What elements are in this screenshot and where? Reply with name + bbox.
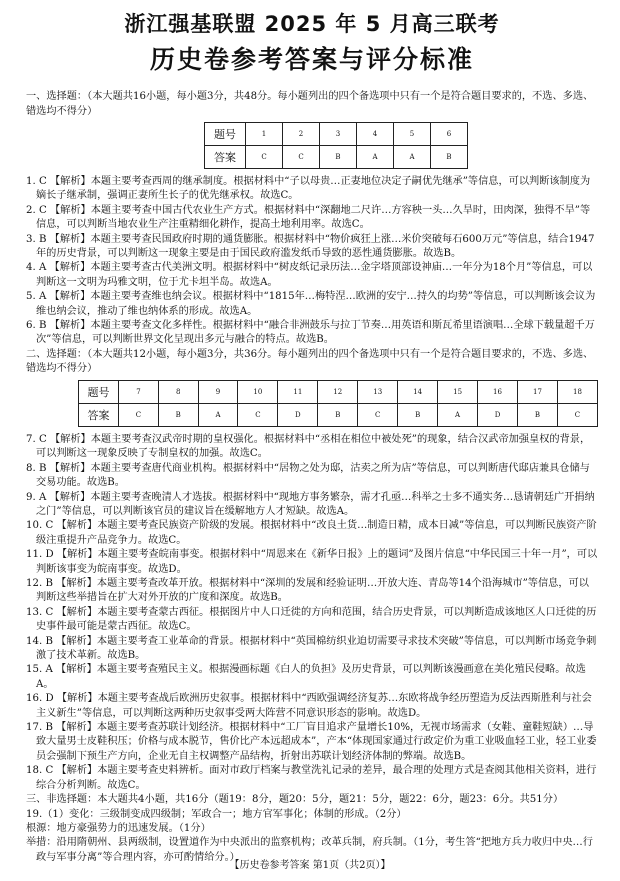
answer-cell: C: [358, 403, 398, 426]
answer-cell: A: [357, 146, 394, 169]
explanation-item: 11. D 【解析】本题主要考查皖南事变。根据材料中“周恩来在《新华日报》上的题词”及图片信息“中华民国三十年一月”，可以判断该事变为皖南事变。故选D。: [26, 549, 598, 575]
page-footer: 【历史卷参考答案 第1页（共2页）】: [229, 860, 391, 871]
section-2-heading: 二、选择题：（本大题共12小题，每小题3分，共36分。每小题列出的四个备选项中只有一个是符合题目要求的，不选、多选、错选均不得分）: [26, 348, 594, 375]
explanation-item: 1. C 【解析】本题主要考查西周的继承制度。根据材料中“子以母贵…正妻地位决定子嗣优先继承”等信息，可以判断该制度为嫡长子继承制，强调正妻所生长子的优先继承权。故选C。: [26, 176, 591, 202]
explanation-item: 12. B 【解析】本题主要考查改革开放。根据材料中“深圳的发展和经验证明…开放大连、青岛等14个沿海城市”等信息，可以判断这些举措旨在扩大对外开放的广度和深度。故选B。: [26, 577, 589, 604]
answer-item: 举措：沿用隋朝州、县两级制，设置道作为中央派出的监察机构；改革兵制，府兵制。（1分，考生答“把地方兵力收归中央…行政与军事分离”等合理内容，亦可酌情给分。）: [26, 837, 593, 863]
exam-title: 浙江强基联盟 2025 年 5 月高三联考: [124, 12, 500, 36]
question-number: 1: [246, 123, 283, 146]
question-number: 5: [394, 123, 431, 146]
answer-cell: B: [398, 403, 438, 426]
explanation-item: 8. B 【解析】本题主要考查唐代商业机构。根据材料中“居物之处为邸，沽卖之所为店”等信息，可以判断唐代邸店兼具仓储与交易功能。故选B。: [26, 462, 590, 489]
question-number: 4: [357, 123, 394, 146]
answer-item: 19.（1）变化：三级制变成四级制；军政合一；地方官军事化；体制的形成。（2分）: [26, 808, 407, 820]
section-1-heading: 一、选择题：（本大题共16小题，每小题3分，共48分。每小题列出的四个备选项中只有一个是符合题目要求的，不选、多选、错选均不得分）: [26, 91, 594, 117]
question-number: 10: [238, 380, 278, 403]
answer-cell: C: [283, 146, 320, 169]
question-number: 8: [158, 380, 198, 403]
explanation-item: 6. B 【解析】本题主要考查文化多样性。根据材料中“融合非洲鼓乐与拉丁节奏…用英语和斯瓦希里语演唱…全球下载量超千万次”等信息，可以判断世界文化呈现出多元与融合的特点。故选B。: [26, 320, 595, 346]
question-number: 12: [318, 380, 358, 403]
question-number: 3: [320, 123, 357, 146]
answer-row: [205, 146, 468, 169]
question-number: 17: [517, 380, 557, 403]
explanation-item: 4. A 【解析】本题主要考查古代美洲文明。根据材料中“树皮纸记录历法…金字塔顶部设神庙…一年分为18个月”等信息，可以判断这一文明为玛雅文明，位于尤卡坦半岛。故选A。: [26, 262, 593, 288]
answer-cell: A: [198, 403, 238, 426]
explanation-item: 14. B 【解析】本题主要考查工业革命的背景。根据材料中“英国棉纺织业迫切需要寻求技术突破”等信息，可以判断市场竞争刺激了技术革新。故选B。: [26, 635, 597, 661]
explanation-item: 10. C 【解析】本题主要考查民族资产阶级的发展。根据材料中“改良土货…制造日精，成本日减”等信息，可以判断民族资产阶级注重提升产品竞争力。故选C。: [26, 520, 597, 546]
section-3-heading: 三、非选择题：本大题共4小题，共16分（题19：8分，题20：5分，题21：5分，题22：6分，题23：6分。共51分）: [26, 794, 564, 806]
answer-cell: C: [557, 403, 597, 426]
answer-cell: B: [320, 146, 357, 169]
answer-cell: A: [438, 403, 478, 426]
answer-cell: B: [431, 146, 468, 169]
explanation-item: 15. A 【解析】本题主要考查殖民主义。根据漫画标题《白人的负担》及历史背景，可以判断该漫画意在美化殖民侵略。故选A。: [26, 664, 586, 690]
answer-table-2: [78, 380, 598, 427]
explanation-item: 7. C 【解析】本题主要考查汉武帝时期的皇权强化。根据材料中“丞相在相位中被处死”的现象，结合汉武帝加强皇权的背景，可以判断这一现象反映了专制皇权的加强。故选C。: [26, 433, 591, 460]
question-number-label: 题号: [205, 123, 246, 146]
answer-cell: C: [246, 146, 283, 169]
question-number: 14: [398, 380, 438, 403]
question-number: 9: [198, 380, 238, 403]
answer-cell: A: [394, 146, 431, 169]
answer-cell: C: [238, 403, 278, 426]
answer-cell: B: [318, 403, 358, 426]
document-title: 历史卷参考答案与评分标准: [149, 45, 474, 74]
explanation-item: 2. C 【解析】本题主要考查中国古代农业生产方式。根据材料中“深翻地二尺许…方容秧一头…久旱时，田肉深，独得不旱”等信息，可以判断当地农业生产注重精细化耕作，提高土地利用率。故选C。: [26, 204, 591, 231]
question-number: 15: [438, 380, 478, 403]
answer-row: [79, 403, 598, 426]
explanation-item: 17. B 【解析】本题主要考查苏联计划经济。根据材料中“工厂盲目追求产量增长10%，无视市场需求（女鞋、童鞋短缺）…导致大量男士皮鞋积压；价格与成本脱节，售价比产本远超成本”，产本“体现国家通过行政定价为重工业吸血轻工业，轻工业委员会强制下预生产方向，企业无自主权调整产品结构，折射出苏联计划经济体制的弊端。故选B。: [26, 722, 597, 762]
question-number: 16: [478, 380, 518, 403]
question-number: 2: [283, 123, 320, 146]
question-number: 18: [557, 380, 597, 403]
question-number-row: [205, 123, 468, 146]
explanation-item: 3. B 【解析】本题主要考查民国政府时期的通货膨胀。根据材料中“物价疯狂上涨…米价突破每石600万元”等信息，结合1947年的历史背景，可以判断这一现象主要是由于国民政府滥发纸币导致的恶性通货膨胀。故选B。: [26, 233, 595, 260]
explanation-item: 18. C 【解析】本题主要考查史料辨析。面对市政厅档案与教堂洗礼记录的差异，最合理的处理方式是查阅其他相关资料，进行综合分析判断。故选C。: [26, 765, 597, 791]
question-number-label: 题号: [79, 380, 119, 403]
answer-label: 答案: [79, 403, 119, 426]
explanation-item: 9. A 【解析】本题主要考查晚清人才选拔。根据材料中“现地方事务繁杂，需才孔亟…科举之士多不通实务…恳请朝廷广开捐纳之门”等信息，可以判断该官员的建议旨在缓解地方人才短缺。故选A。: [26, 491, 595, 517]
answer-cell: B: [517, 403, 557, 426]
answer-item: 根源：地方豪强势力的迅速发展。（1分）: [26, 822, 211, 834]
answer-label: 答案: [205, 146, 246, 169]
question-number: 6: [431, 123, 468, 146]
answer-cell: D: [478, 403, 518, 426]
explanation-item: 16. D 【解析】本题主要考查战后欧洲历史叙事。根据材料中“西欧强调经济复苏…东欧将战争经历塑造为反法西斯胜利与社会主义新生”等信息，可以判断这两种历史叙事受两大阵营不同意识形态的影响。故选D。: [26, 693, 592, 719]
answer-cell: B: [158, 403, 198, 426]
answer-table-1: [204, 122, 468, 169]
answer-cell: D: [278, 403, 318, 426]
answer-cell: C: [119, 403, 159, 426]
question-number-row: [79, 380, 598, 403]
question-number: 11: [278, 380, 318, 403]
question-number: 13: [358, 380, 398, 403]
explanation-item: 13. C 【解析】本题主要考查蒙古西征。根据图片中人口迁徙的方向和范围，结合历史背景，可以判断造成该地区人口迁徙的历史事件最可能是蒙古西征。故选C。: [26, 606, 597, 633]
explanation-item: 5. A 【解析】本题主要考查维也纳会议。根据材料中“1815年…梅特涅…欧洲的安宁…持久的均势”等信息，可以判断该会议为维也纳会议，推动了维也纳体系的形成。故选A。: [26, 291, 596, 317]
question-number: 7: [119, 380, 159, 403]
